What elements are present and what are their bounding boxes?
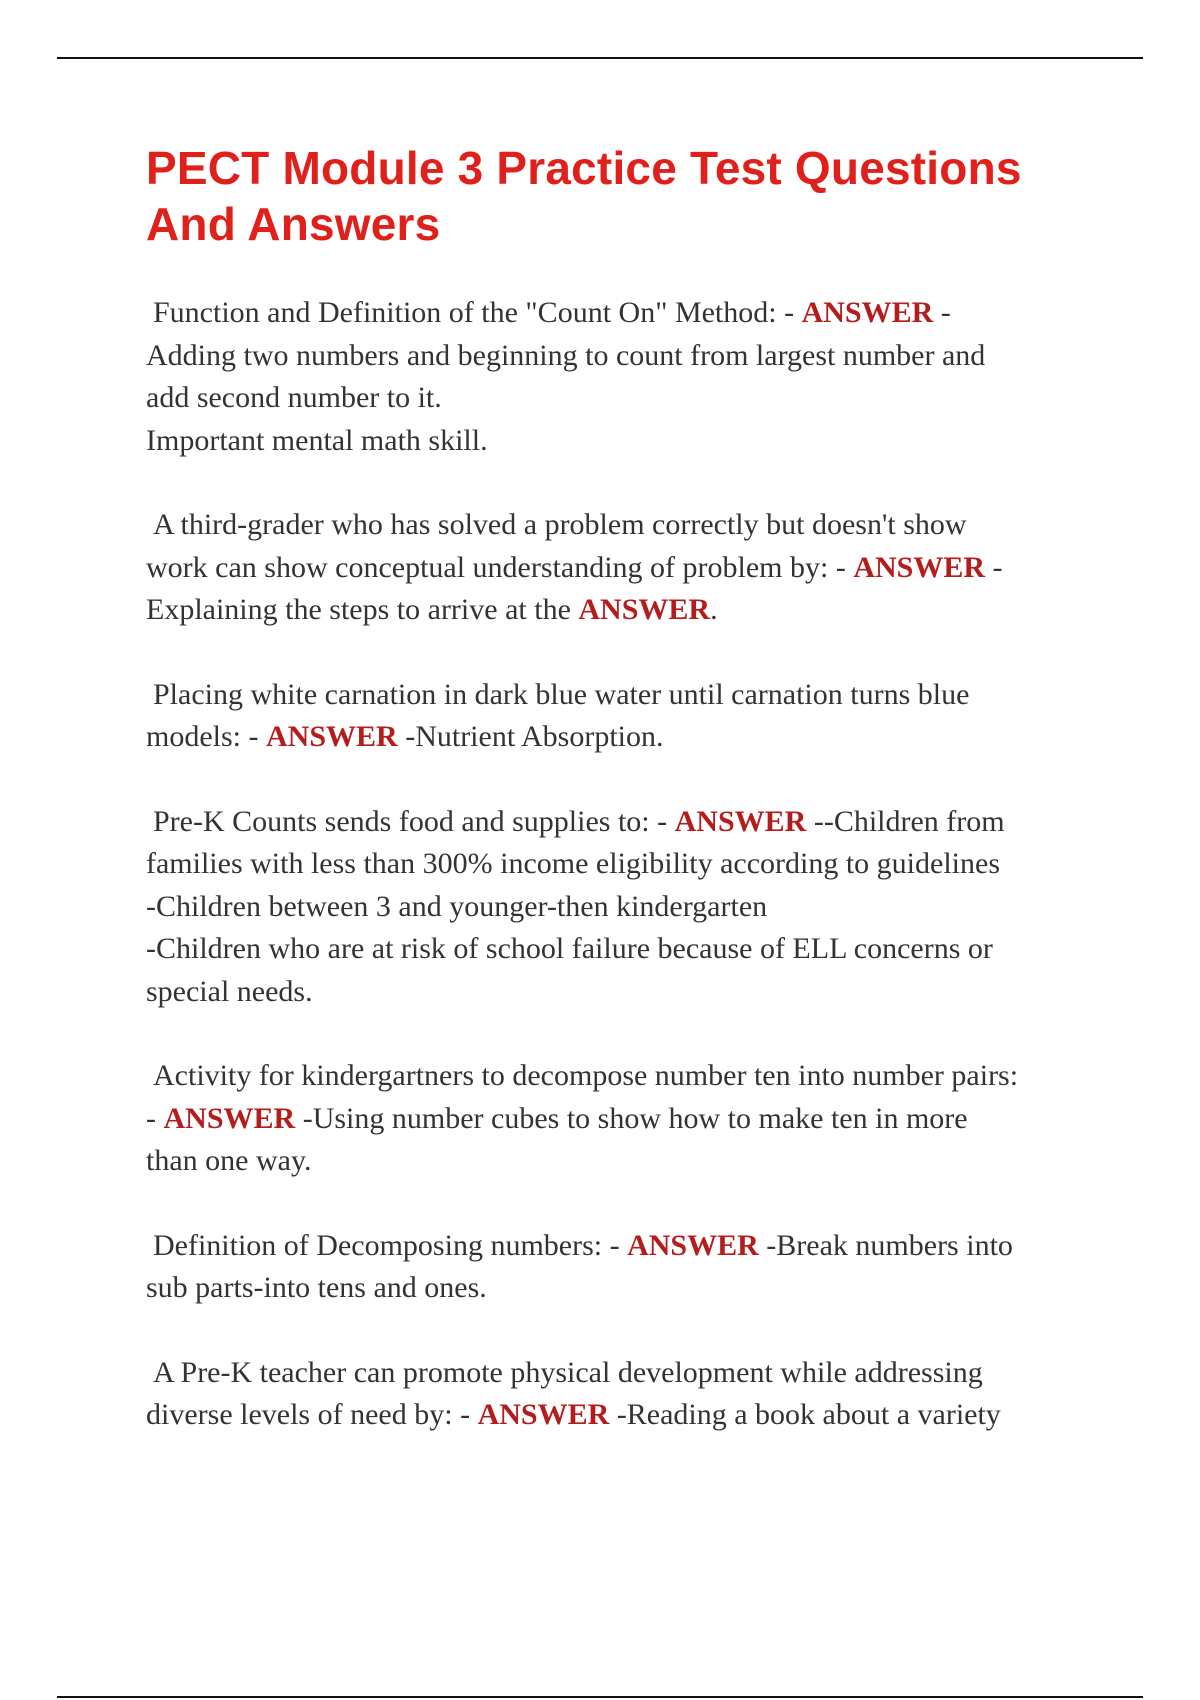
answer-line: Important mental math skill.	[146, 423, 488, 457]
answer-line: -Children who are at risk of school failure because of ELL concerns or	[146, 932, 993, 965]
question-line: A third-grader who has solved a problem correctly but doesn't show	[153, 508, 967, 541]
answer-line	[146, 589, 1086, 632]
qa-item-third-grader	[146, 504, 1086, 632]
qa-item-carnation	[146, 674, 1086, 759]
qa-item-decompose-ten	[146, 1055, 1086, 1183]
answer-keyword: ANSWER	[674, 804, 807, 838]
answer-keyword: ANSWER	[477, 1398, 610, 1431]
answer-text: -Break numbers into	[758, 1228, 1013, 1262]
question-text: diverse levels of need by: -	[146, 1398, 478, 1431]
top-rule	[57, 57, 1143, 59]
answer-text: -Using number cubes to show how to make ten in more	[295, 1101, 968, 1135]
answer-text: Explaining the steps to arrive at the	[146, 593, 579, 626]
answer-line: Adding two numbers and beginning to count from largest number and	[146, 338, 986, 372]
qa-item-decomposing-definition	[146, 1225, 1086, 1310]
answer-text: .	[710, 593, 718, 626]
title-line-1: PECT Module 3 Practice Test Questions	[146, 142, 1022, 194]
qa-line	[146, 716, 1086, 759]
qa-line	[146, 1098, 1086, 1141]
answer-text: -	[985, 550, 1003, 584]
document-body	[146, 140, 1086, 1437]
qa-line	[146, 1225, 1086, 1268]
answer-line: sub parts-into tens and ones.	[146, 1271, 487, 1304]
title-line-2: And Answers	[146, 198, 441, 250]
question-line: Activity for kindergartners to decompose number ten into number pairs:	[153, 1059, 1019, 1092]
question-text: work can show conceptual understanding of problem by: -	[146, 550, 854, 584]
answer-keyword: ANSWER	[266, 720, 398, 753]
answer-line: families with less than 300% income eligibility according to guidelines	[146, 847, 1000, 880]
qa-line	[146, 292, 1086, 335]
question-text: Definition of Decomposing numbers: -	[153, 1228, 628, 1262]
answer-keyword: ANSWER	[801, 296, 934, 329]
question-text: Pre-K Counts sends food and supplies to: -	[153, 804, 675, 838]
answer-text: -Reading a book about a variety	[609, 1398, 1001, 1431]
question-text: -	[146, 1101, 164, 1135]
answer-keyword: ANSWER	[578, 593, 711, 626]
answer-text: --Children from	[806, 804, 1005, 838]
qa-line	[146, 801, 1086, 844]
qa-item-prek-counts	[146, 801, 1086, 1014]
answer-keyword: ANSWER	[853, 550, 986, 584]
question-text: Function and Definition of the "Count On" Method: -	[153, 296, 802, 329]
answer-keyword: ANSWER	[163, 1101, 296, 1135]
qa-line	[146, 1394, 1086, 1437]
answer-keyword: ANSWER	[627, 1228, 759, 1262]
answer-text: -	[933, 296, 951, 329]
qa-line	[146, 547, 1086, 590]
document-title	[146, 140, 1086, 252]
answer-text: -Nutrient Absorption.	[397, 720, 664, 753]
answer-line: add second number to it.	[146, 381, 442, 414]
answer-line: special needs.	[146, 974, 313, 1008]
qa-item-count-on	[146, 292, 1086, 462]
bottom-rule	[57, 1696, 1143, 1698]
answer-line: than one way.	[146, 1144, 312, 1177]
question-line: Placing white carnation in dark blue water until carnation turns blue	[153, 677, 970, 711]
question-text: models: -	[146, 720, 266, 753]
question-line: A Pre-K teacher can promote physical development while addressing	[153, 1355, 983, 1389]
answer-line: -Children between 3 and younger-then kindergarten	[146, 889, 768, 923]
qa-item-physical-development	[146, 1352, 1086, 1437]
